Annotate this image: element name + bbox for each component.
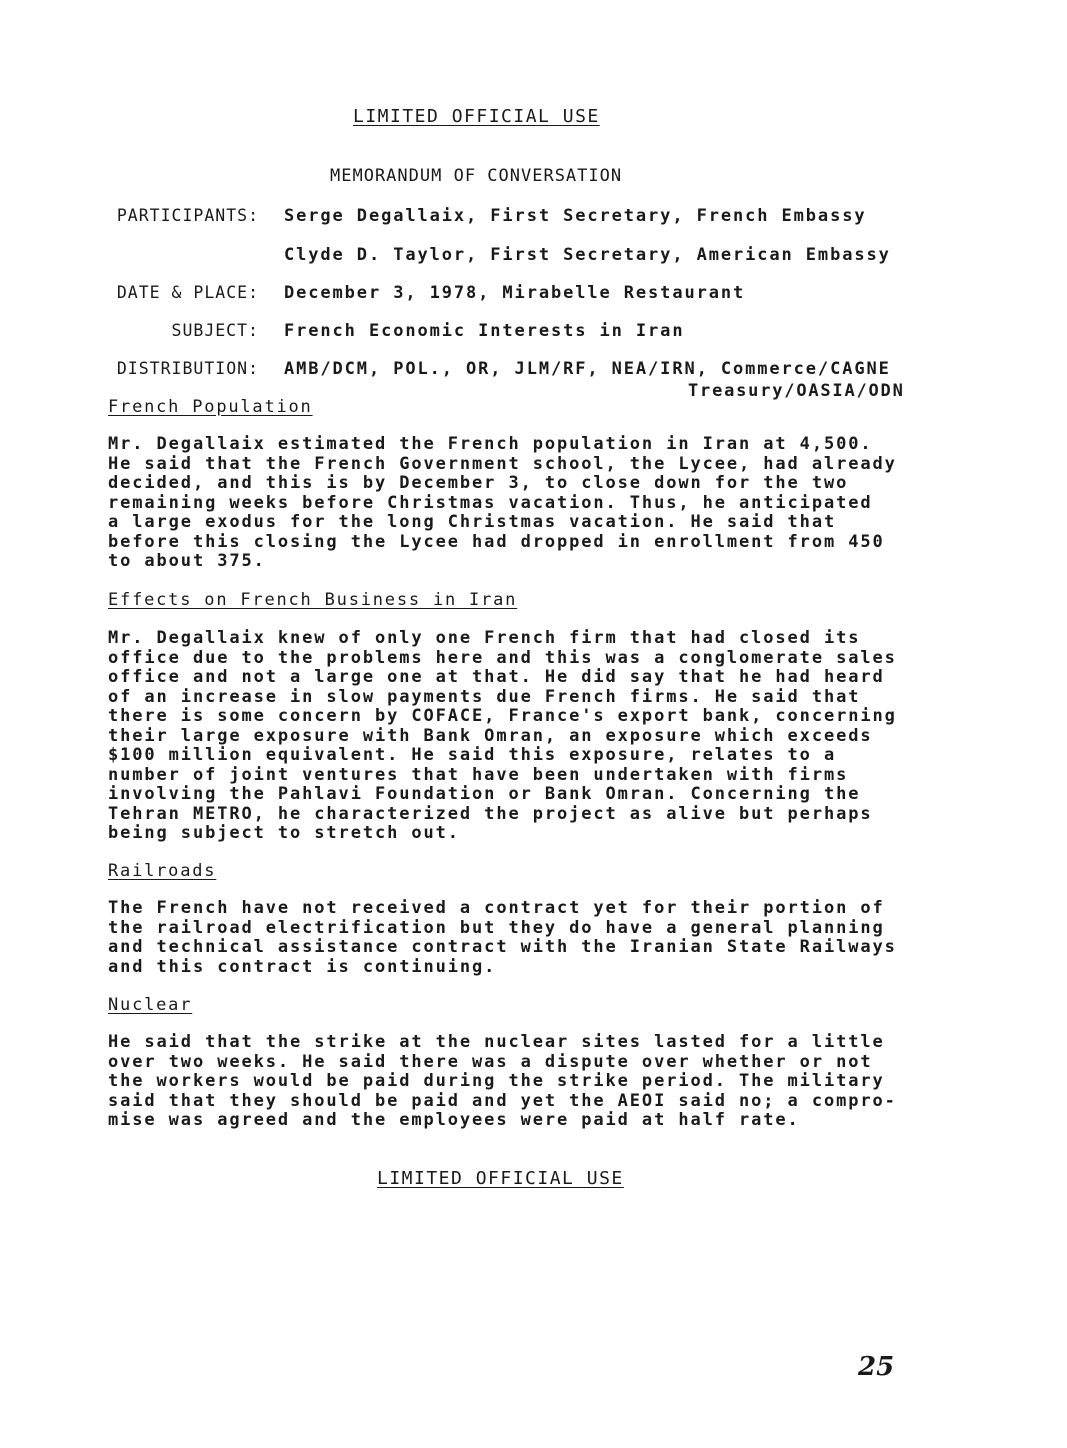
section-heading-effects-on-business: Effects on French Business in Iran xyxy=(108,590,518,610)
text-line: number of joint ventures that have been undertaken with firms xyxy=(108,764,849,785)
text-line: office and not a large one at that. He did say that he had heard xyxy=(108,667,885,687)
participants-label: PARTICIPANTS: xyxy=(116,206,259,225)
distribution-label: DISTRIBUTION: xyxy=(116,359,259,378)
text-line: He said that the French Government school, the Lycee, had already xyxy=(108,453,897,474)
text-line: Tehran METRO, he characterized the project as alive but perhaps xyxy=(108,803,873,824)
date-place-value: December 3, 1978, Mirabelle Restaurant xyxy=(284,283,746,303)
text-line: and technical assistance contract with the Iranian State Railways xyxy=(108,937,897,957)
text-line: office due to the problems here and this was a conglomerate sales xyxy=(108,647,897,668)
section-body-effects-on-business xyxy=(108,628,897,844)
page-number: 25 xyxy=(858,1352,895,1382)
text-line: the railroad electrification but they do have a general planning xyxy=(108,917,885,938)
text-line: Mr. Degallaix estimated the French population in Iran at 4,500. xyxy=(108,434,873,454)
text-line: being subject to stretch out. xyxy=(108,823,460,843)
subject-value: French Economic Interests in Iran xyxy=(284,321,685,341)
text-line: of an increase in slow payments due French firms. He said that xyxy=(108,686,861,707)
text-line: $100 million equivalent. He said this exposure, relates to a xyxy=(108,745,837,765)
classification-marking-top: LIMITED OFFICIAL USE xyxy=(353,106,600,127)
text-line: before this closing the Lycee had dropped in enrollment from 450 xyxy=(108,531,885,552)
distribution-value-continued: Treasury/OASIA/ODN xyxy=(688,381,905,401)
memo-title: MEMORANDUM OF CONVERSATION xyxy=(330,166,623,186)
date-place-label: DATE & PLACE: xyxy=(116,283,259,302)
text-line: The French have not received a contract yet for their portion of xyxy=(108,898,885,918)
text-line: decided, and this is by December 3, to close down for the two xyxy=(108,473,849,493)
section-heading-nuclear: Nuclear xyxy=(108,995,193,1015)
section-heading-french-population: French Population xyxy=(108,397,313,417)
text-line: involving the Pahlavi Foundation or Bank Omran. Concerning the xyxy=(108,784,861,804)
text-line: there is some concern by COFACE, France's export bank, concerning xyxy=(108,706,897,726)
distribution-value: AMB/DCM, POL., OR, JLM/RF, NEA/IRN, Commerce/CAGNE xyxy=(284,359,891,379)
text-line: and this contract is continuing. xyxy=(108,956,497,977)
text-line: remaining weeks before Christmas vacation. Thus, he anticipated xyxy=(108,492,873,513)
subject-label: SUBJECT: xyxy=(171,321,259,340)
classification-marking-bottom: LIMITED OFFICIAL USE xyxy=(377,1168,624,1189)
section-body-french-population xyxy=(108,434,897,572)
text-line: Mr. Degallaix knew of only one French firm that had closed its xyxy=(108,628,861,648)
section-body-railroads xyxy=(108,898,897,977)
section-heading-railroads: Railroads xyxy=(108,861,217,881)
text-line: a large exodus for the long Christmas vacation. He said that xyxy=(108,512,837,532)
text-line: their large exposure with Bank Omran, an exposure which exceeds xyxy=(108,725,873,746)
participant-1: Serge Degallaix, First Secretary, French Embassy xyxy=(284,206,867,226)
text-line: said that they should be paid and yet the AEOI said no; a compro- xyxy=(108,1090,897,1111)
text-line: the workers would be paid during the strike period. The military xyxy=(108,1071,885,1091)
text-line: over two weeks. He said there was a dispute over whether or not xyxy=(108,1051,873,1072)
section-body-nuclear xyxy=(108,1032,897,1131)
text-line: He said that the strike at the nuclear sites lasted for a little xyxy=(108,1032,885,1052)
participant-2: Clyde D. Taylor, First Secretary, American Embassy xyxy=(284,245,891,265)
text-line: mise was agreed and the employees were paid at half rate. xyxy=(108,1110,800,1130)
text-line: to about 375. xyxy=(108,551,266,571)
